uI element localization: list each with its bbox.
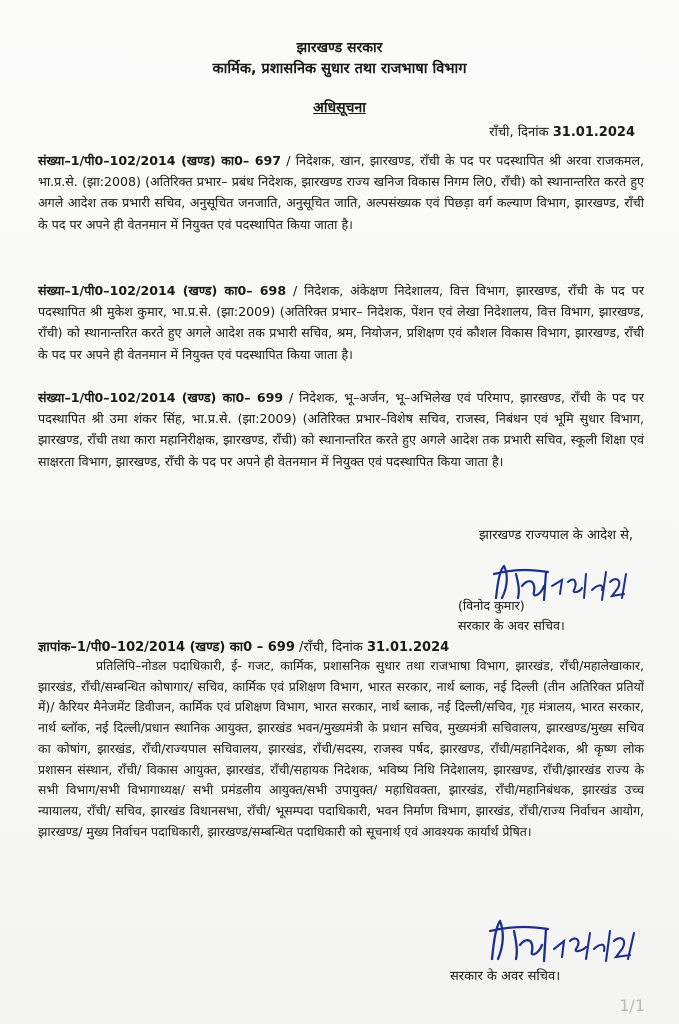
notification-paragraph-2 (38, 280, 644, 365)
dateline (489, 122, 635, 140)
dateline-label: राँची, दिनांक (489, 125, 549, 140)
paragraph-text: / निदेशक, अंकेक्षण निदेशालय, वित्त विभाग, झारखण्ड, राँची के पद पर पदस्थापित श्री मुकेश कुमार, भा.प्र.से. (झा:2009) (अतिरिक्त प्रभार– निदेशक, पेंशन एवं लेखा निदेशालय, वित्त विभाग, झारखण्ड, राँची) को स्थानान्तरित करते हुए अगले आदेश तक प्रभारी सचिव, श्रम, नियोजन, प्रशिक्षण एवं कौशल विकास विभाग, झारखण्ड, राँची के पद पर अपने ही वेतनमान में नियुक्त एवं पदस्थापित किया जाता है। (38, 283, 644, 362)
department-name: कार्मिक, प्रशासनिक सुधार तथा राजभाषा विभाग (212, 61, 467, 77)
notification-paragraph-3 (38, 387, 644, 472)
government-name: झारखण्ड सरकार (296, 40, 383, 56)
page-number: 1/1 (619, 996, 645, 1015)
paragraph-text: / निदेशक, भू–अर्जन, भू–अभिलेख एवं परिमाप, झारखण्ड, राँची के पद पर पदस्थापित श्री उमा शंकर सिंह, भा.प्र.से. (झा:2009) (अतिरिक्त प्रभार–विशेष सचिव, राजस्व, निबंधन एवं भूमि सुधार विभाग, झारखण्ड, राँची तथा कारा महानिरीक्षक, झारखण्ड, राँची) को स्थानान्तरित करते हुए अगले आदेश तक प्रभारी सचिव, स्कूली शिक्षा एवं साक्षरता विभाग, झारखण्ड, राँची के पद पर अपने ही वेतनमान में नियुक्त एवं पदस्थापित किया जाता है। (38, 390, 644, 469)
dateline-date: 31.01.2024 (552, 125, 635, 140)
paragraph-ref: संख्या–1/पी0–102/2014 (खण्ड) का0– 699 (38, 390, 284, 405)
memo-place: /राँची, दिनांक (294, 640, 367, 655)
order-line: झारखण्ड राज्यपाल के आदेश से, (479, 528, 633, 543)
signature-2 (486, 915, 646, 971)
memo-date: 31.01.2024 (366, 640, 450, 655)
paragraph-ref: संख्या–1/पी0–102/2014 (खण्ड) का0– 698 (38, 283, 287, 298)
notification-paragraph-1 (38, 150, 644, 235)
memo-ref: ज्ञापांक–1/पी0–102/2014 (खण्ड) का0 – 699 (38, 640, 295, 655)
paragraph-text: / निदेशक, खान, झारखण्ड, राँची के पद पर पदस्थापित श्री अरवा राजकमल, भा.प्र.से. (झा:2008) (अतिरिक्त प्रभार– प्रबंध निदेशक, झारखण्ड राज्य खनिज विकास निगम लि0, राँची) को स्थानान्तरित करते हुए अगले आदेश तक प्रभारी सचिव, अनुसूचित जनजाति, अनुसूचित जाति, अल्पसंख्यक एवं पिछड़ा वर्ग कल्याण विभाग, झारखण्ड, राँची के पद पर अपने ही वेतनमान में नियुक्त एवं पदस्थापित किया जाता है। (38, 153, 644, 232)
paragraph-ref: संख्या–1/पी0–102/2014 (खण्ड) का0– 697 (38, 153, 282, 168)
notification-title: अधिसूचना (313, 100, 366, 116)
signatory-title-2: सरकार के अवर सचिव। (450, 969, 561, 984)
copy-distribution-paragraph: प्रतिलिपि–नोडल पदाधिकारी, ई- गजट, कार्मिक, प्रशासनिक सुधार तथा राजभाषा विभाग, झारखंड, राँची/महालेखाकार, झारखंड, राँची/सम्बन्धित कोषागार/ सचिव, कार्मिक एवं प्रशिक्षण विभाग, भारत सरकार, नार्थ ब्लाक, नई दिल्ली (तीन अतिरिक्त प्रतियों में)/ कैरियर मैनेजमेंट डिवीजन, कार्मिक एवं प्रशिक्षण विभाग, भारत सरकार, नार्थ ब्लाक, नई दिल्ली/सचिव, गृह मंत्रालय, भारत सरकार, नार्थ ब्लॉक, नई दिल्ली/प्रधान स्थानिक आयुक्त, झारखंड भवन/मुख्यमंत्री के प्रधान सचिव, मुख्यमंत्री सचिवालय, झारखण्ड/मुख्य सचिव का कोषांग, झारखंड, राँची/राज्यपाल सचिवालय, झारखंड, राँची/सदस्य, राजस्व पर्षद, झारखण्ड, राँची/महानिदेशक, श्री कृष्ण लोक प्रशासन संस्थान, राँची/ विकास आयुक्त, झारखंड, राँची/सहायक निदेशक, भविष्य निधि निदेशालय, झारखण्ड, राँची/झारखंड राज्य के सभी विभाग/सभी विभागाध्यक्ष/ सभी प्रमंडलीय आयुक्त/सभी उपायुक्त/ महाधिवक्ता, झारखंड, राँची/महानिबंधक, झारखंड उच्च न्यायालय, राँची/ सचिव, झारखंड विधानसभा, राँची/ भूसम्पदा पदाधिकारी, भवन निर्माण विभाग, झारखंड, राँची/राज्य निर्वाचन आयोग, झारखण्ड/ मुख्य निर्वाचन पदाधिकारी, झारखण्ड/सम्बन्धित पदाधिकारी को सूचनार्थ एवं आवश्यक कार्यार्थ प्रेषित। (38, 658, 644, 839)
signatory-name: (विनोद कुमार) (458, 598, 525, 613)
memo-reference-line (38, 637, 449, 655)
signatory-title: सरकार के अवर सचिव। (458, 618, 565, 633)
